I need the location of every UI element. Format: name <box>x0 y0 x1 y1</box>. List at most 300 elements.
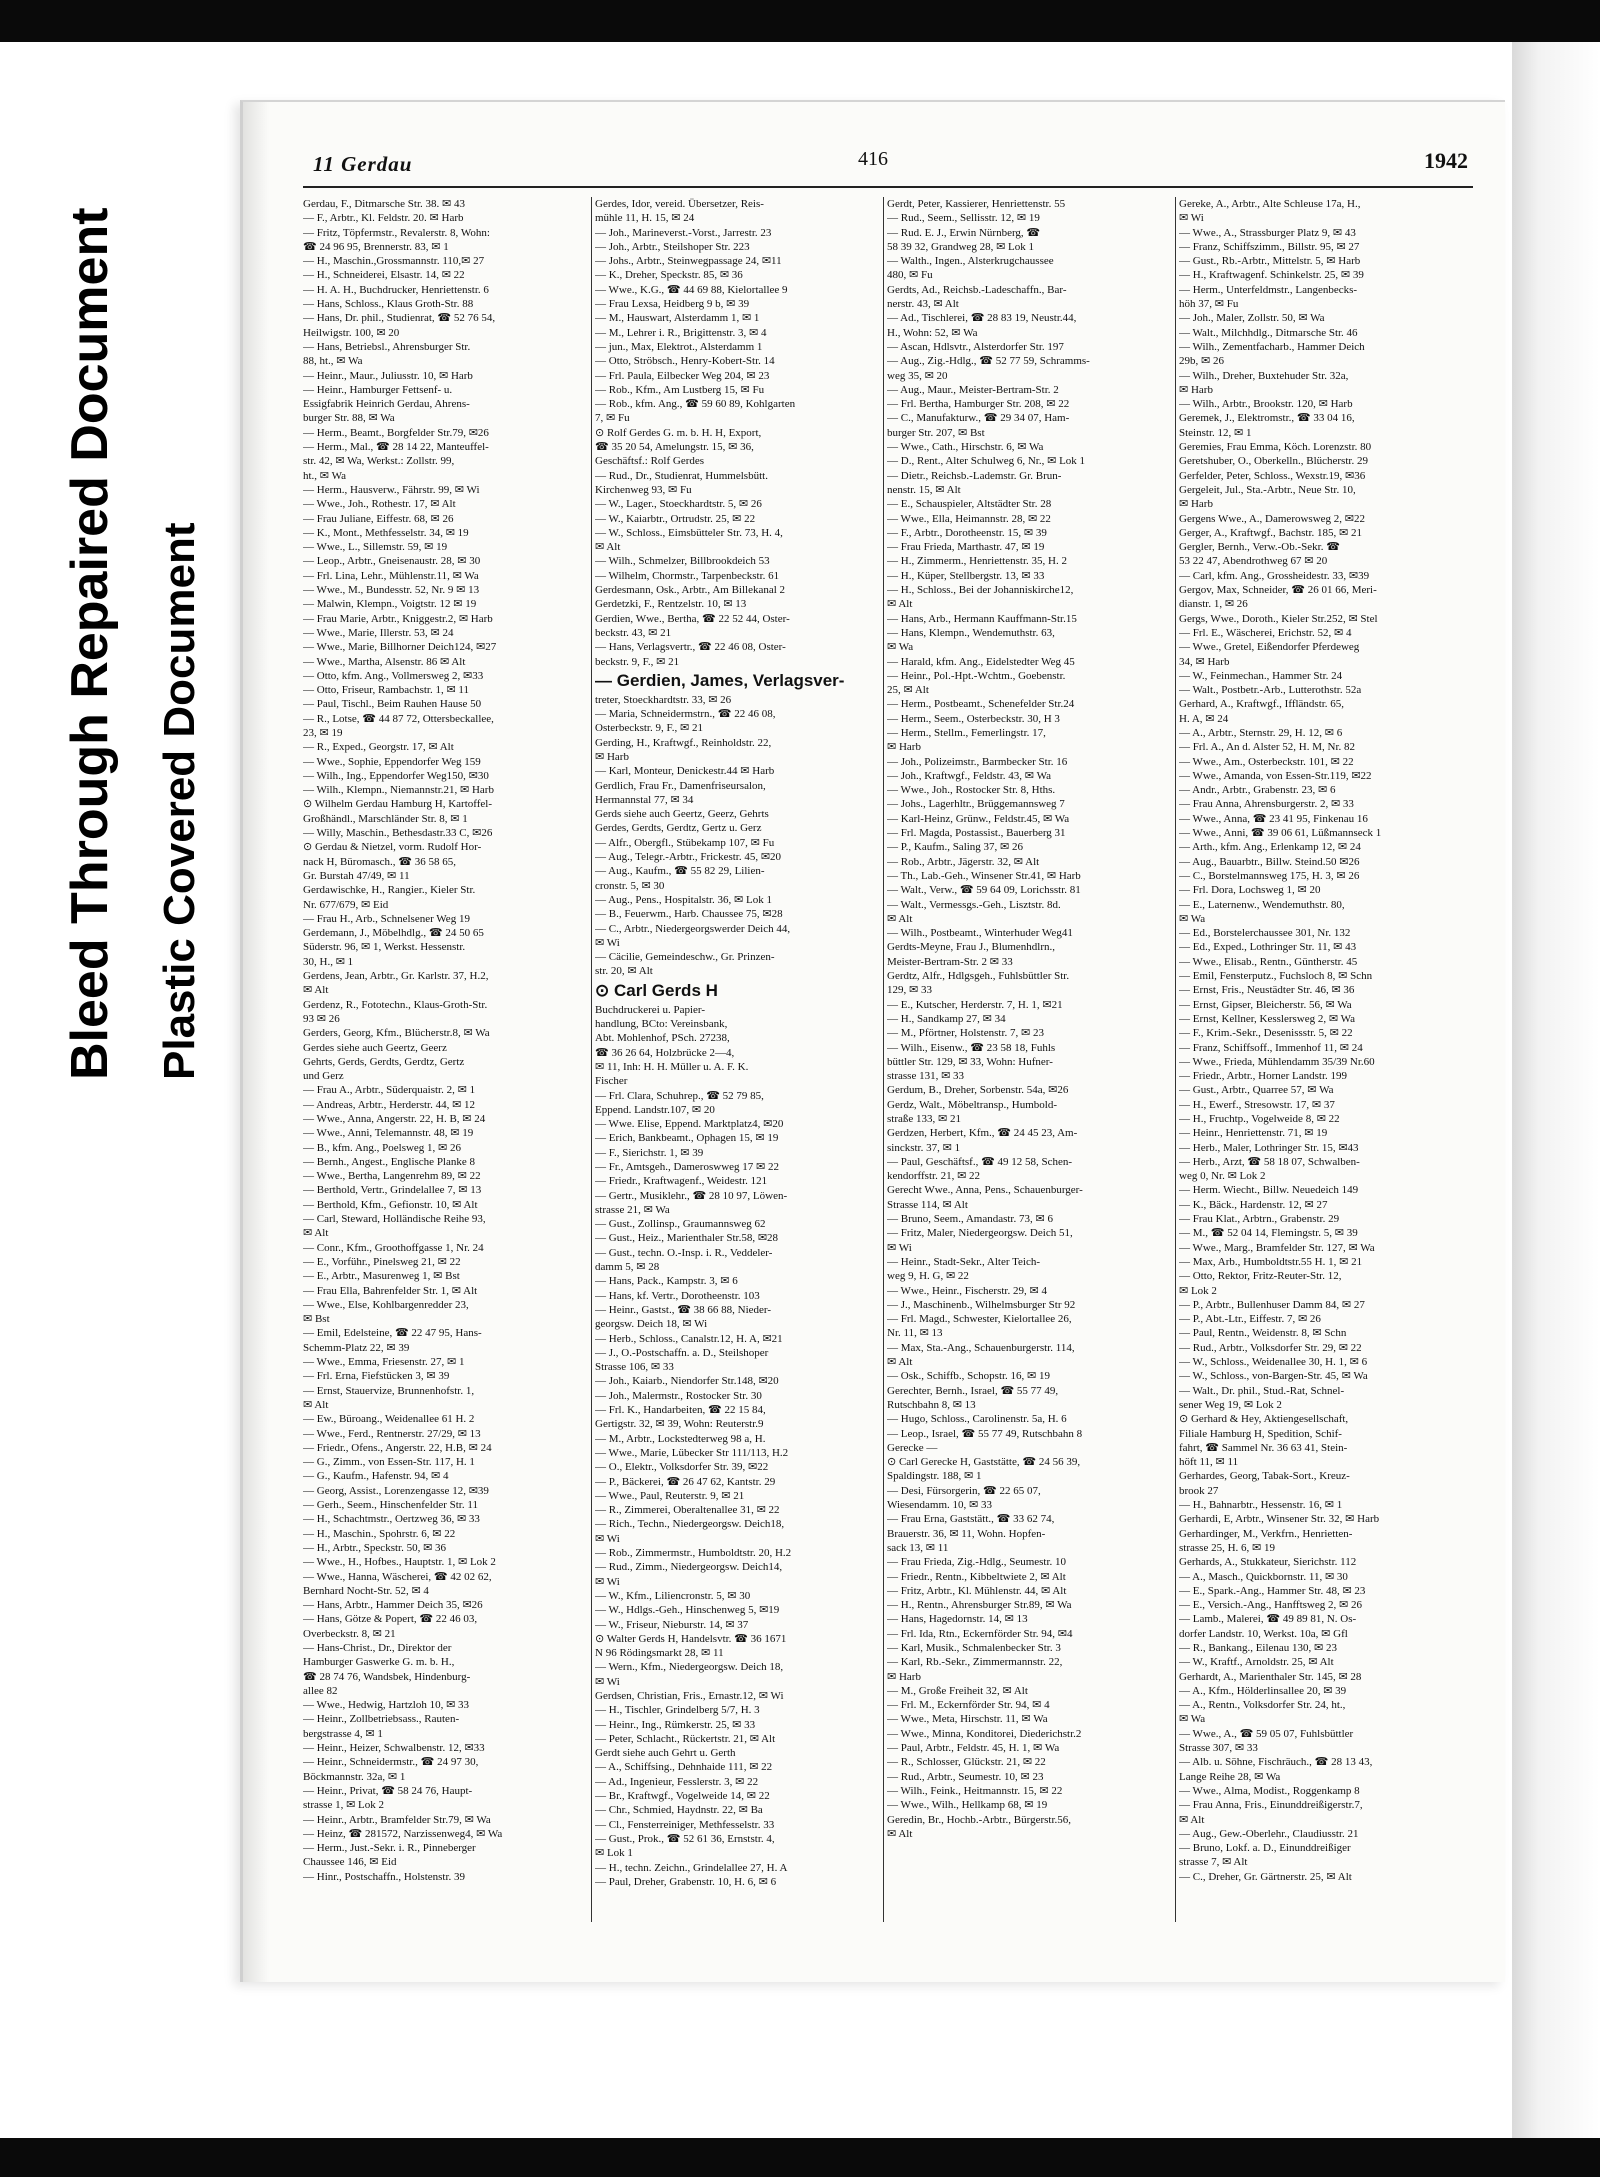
directory-entry: — Wwe., Martha, Alsenstr. 86 ✉ Alt <box>303 655 466 668</box>
directory-entry: — Frl. E., Wäscherei, Erichstr. 52, ✉ 4 <box>1179 626 1352 639</box>
directory-entry: Fischer <box>595 1075 628 1088</box>
directory-entry: — Walt., Vermessgs.-Geh., Lisztstr. 8d. <box>887 898 1061 911</box>
directory-entry: — Hinr., Postschaffn., Holstenstr. 39 <box>303 1870 466 1883</box>
directory-entry: — Otto, Rektor, Fritz-Reuter-Str. 12, <box>1179 1270 1342 1283</box>
directory-entry: 30, H., ✉ 1 <box>303 955 354 968</box>
directory-entry: — Wern., Kfm., Niedergeorgsw. Deich 18, <box>595 1661 784 1674</box>
directory-entry: Hamburger Gaswerke G. m. b. H., <box>303 1656 455 1669</box>
directory-entry: — Fritz, Töpfermstr., Revalerstr. 8, Wohn: <box>303 226 490 239</box>
directory-entry: ✉ Wi <box>1179 212 1204 225</box>
directory-entry: Gerdemann, J., Möbelhdlg., ☎ 24 50 65 <box>303 927 484 940</box>
directory-entry: — Berthold, Vertr., Grindelallee 7, ✉ 13 <box>303 1184 482 1197</box>
directory-entry: Gereke, A., Arbtr., Alte Schleuse 17a, H., <box>1179 198 1361 210</box>
directory-entry: Gerdau, F., Ditmarsche Str. 38. ✉ 43 <box>303 198 466 210</box>
directory-entry: — Rud., Seem., Sellisstr. 12, ✉ 19 <box>887 212 1040 225</box>
directory-entry: Gehrts, Gerds, Gerdts, Gerdtz, Gertz <box>303 1055 465 1068</box>
directory-entry: — Wwe., Anna, ☎ 23 41 95, Finkenau 16 <box>1179 812 1368 825</box>
directory-entry: Gerechter, Bernh., Israel, ☎ 55 77 49, <box>887 1384 1059 1397</box>
directory-entry: — K., Dreher, Speckstr. 85, ✉ 36 <box>595 269 743 282</box>
directory-entry: — Willy, Maschin., Bethesdastr.33 C, ✉26 <box>303 827 493 840</box>
directory-entry: Süderstr. 96, ✉ 1, Werkst. Hessenstr. <box>303 941 466 954</box>
directory-entry: — Herm., Mal., ☎ 28 14 22, Manteuffel- <box>303 441 489 454</box>
directory-entry: Gerdzen, Herbert, Kfm., ☎ 24 45 23, Am- <box>887 1127 1078 1140</box>
directory-entry: — Gust., Zollinsp., Graumannsweg 62 <box>595 1218 766 1231</box>
directory-entry: — Aug., Kaufm., ☎ 55 82 29, Lilien- <box>595 865 765 878</box>
directory-entry: ⊙ Carl Gerds H <box>595 980 718 1000</box>
directory-entry: — Wwe., Anna, Angerstr. 22, H. B, ✉ 24 <box>303 1113 486 1125</box>
directory-entry: — Gust., Arbtr., Quarree 57, ✉ Wa <box>1179 1084 1334 1097</box>
directory-entry: Gerds siehe auch Geertz, Geerz, Gehrts <box>595 808 769 821</box>
directory-entry: — Ad., Tischlerei, ☎ 28 83 19, Neustr.44, <box>887 312 1077 325</box>
directory-entry: Kirchenweg 93, ✉ Fu <box>595 483 692 496</box>
directory-entry: Overbeckstr. 8, ✉ 21 <box>303 1627 396 1640</box>
page-number: 416 <box>858 148 888 170</box>
directory-entry: — Frl. M., Eckernförder Str. 94, ✉ 4 <box>887 1699 1050 1712</box>
directory-entry: Geretshuber, O., Oberkelln., Blücherstr. 29 <box>1179 455 1368 468</box>
directory-entry: — Wwe., Frieda, Mühlendamm 35/39 Nr.60 <box>1179 1055 1375 1068</box>
directory-entry: Gerdts-Meyne, Frau J., Blumenhdlrn., <box>887 941 1056 954</box>
directory-entry: — Wilh., Postbeamt., Winterhuder Weg41 <box>887 927 1073 940</box>
directory-entry: — Herm., Stellm., Femerlingstr. 17, <box>887 726 1046 739</box>
directory-entry: — Herm., Hausverw., Fährstr. 99, ✉ Wi <box>303 483 480 496</box>
directory-entry: Gerhardes, Georg, Tabak-Sort., Kreuz- <box>1179 1470 1350 1483</box>
directory-entry: — Wwe., Marie, Lübecker Str 111/113, H.2 <box>595 1446 789 1459</box>
directory-entry: — Gertr., Musiklehr., ☎ 28 10 97, Löwen- <box>595 1189 788 1202</box>
directory-entry: — R., Lotse, ☎ 44 87 72, Ottersbeckallee, <box>303 712 494 725</box>
directory-entry: — Herm., Unterfeldmstr., Langenbecks- <box>1179 283 1358 296</box>
directory-entry: — Wwe., Anni, ☎ 39 06 61, Lüßmannseck 1 <box>1179 827 1382 840</box>
directory-entry: — Frau H., Arb., Schnelsener Weg 19 <box>303 912 470 925</box>
directory-entry: ✉ Alt <box>1179 1813 1205 1826</box>
directory-entry: — Osk., Schiffb., Schopstr. 16, ✉ 19 <box>887 1370 1051 1383</box>
directory-entry: — Joh., Marineverst.-Vorst., Jarrestr. 23 <box>595 226 772 239</box>
directory-entry: — Frl. Magd., Schwester, Kielortallee 26, <box>887 1313 1072 1326</box>
directory-entry: brook 27 <box>1179 1484 1219 1497</box>
directory-entry: — Wwe., Marg., Bramfelder Str. 127, ✉ Wa <box>1179 1241 1375 1254</box>
directory-entry: — Johs., Arbtr., Steinwegpassage 24, ✉11 <box>595 255 782 268</box>
directory-entry: — H. A. H., Buchdrucker, Henriettenstr. 6 <box>303 283 489 296</box>
directory-entry: — Paul, Arbtr., Feldstr. 45, H. 1, ✉ Wa <box>887 1742 1060 1755</box>
directory-entry: H., Wohn: 52, ✉ Wa <box>887 326 978 339</box>
directory-entry: — Br., Kraftwgf., Vogelweide 14, ✉ 22 <box>595 1790 770 1803</box>
directory-entry: — Max, Sta.-Ang., Schauenburgerstr. 114, <box>887 1341 1075 1354</box>
directory-entry: — Wilh., Klempn., Niemannstr.21, ✉ Harb <box>303 784 494 797</box>
directory-entry: Filiale Hamburg H, Spedition, Schif- <box>1179 1427 1342 1440</box>
directory-entry: — K., Mont., Methfesselstr. 34, ✉ 19 <box>303 526 469 539</box>
directory-entry: ✉ Alt <box>887 912 913 925</box>
directory-entry: 129, ✉ 33 <box>887 984 932 997</box>
directory-entry: — Frau Marie, Arbtr., Kniggestr.2, ✉ Harb <box>303 612 493 625</box>
directory-entry: — Rud. E. J., Erwin Nürnberg, ☎ <box>887 226 1041 239</box>
directory-entry: — Joh., Kaiarb., Niendorfer Str.148, ✉20 <box>595 1375 779 1388</box>
directory-entry: — Herm. Wiecht., Billw. Neuedeich 149 <box>1179 1184 1359 1197</box>
directory-entry: — Wwe., Ferd., Rentnerstr. 27/29, ✉ 13 <box>303 1427 481 1440</box>
directory-entry: — Frau Lexsa, Heidberg 9 b, ✉ 39 <box>595 298 750 311</box>
header-rule <box>303 186 1473 188</box>
directory-entry: — C., Manufakturw., ☎ 29 34 07, Ham- <box>887 412 1070 425</box>
directory-entry: 29b, ✉ 26 <box>1179 355 1224 368</box>
directory-entry: — H., Ewerf., Stresowstr. 17, ✉ 37 <box>1179 1098 1335 1111</box>
directory-entry: — Walt., Milchhdlg., Ditmarsche Str. 46 <box>1179 326 1358 339</box>
directory-entry: Gerhardi, E, Arbtr., Winsener Str. 32, ✉ Harb <box>1179 1513 1380 1526</box>
directory-entry: Gerdens, Jean, Arbtr., Gr. Karlstr. 37, H.2, <box>303 970 489 983</box>
directory-entry: ✉ Harb <box>1179 498 1213 511</box>
directory-entry: Brauerstr. 36, ✉ 11, Wohn. Hopfen- <box>887 1527 1046 1540</box>
directory-entry: — Wilh., Feink., Heitmannstr. 15, ✉ 22 <box>887 1784 1063 1797</box>
directory-entry: handlung, BCto: Vereinsbank, <box>595 1018 728 1031</box>
directory-entry: — Frau Erna, Gaststätt., ☎ 33 62 74, <box>887 1513 1055 1526</box>
directory-entry: — Heinr., Schneidermstr., ☎ 24 97 30, <box>303 1756 479 1769</box>
directory-entry: — Ernst, Stauervize, Brunnenhofstr. 1, <box>303 1384 475 1397</box>
directory-entry: — Malwin, Klempn., Voigtstr. 12 ✉ 19 <box>303 598 477 611</box>
directory-entry: Gerdawischke, H., Rangier., Kieler Str. <box>303 884 476 897</box>
directory-entry: — Hans, Hagedornstr. 14, ✉ 13 <box>887 1613 1028 1626</box>
directory-entry: — Wwe., Meta, Hirschstr. 11, ✉ Wa <box>887 1713 1048 1726</box>
directory-entry: — W., Schloss., von-Bargen-Str. 45, ✉ Wa <box>1179 1370 1368 1383</box>
directory-entry: — Carl, kfm. Ang., Grossheidestr. 33, ✉39 <box>1179 569 1370 582</box>
directory-entry: ht., ✉ Wa <box>303 469 346 482</box>
directory-entry: — Ascan, Hdlsvtr., Alsterdorfer Str. 197 <box>887 340 1064 353</box>
directory-entry: — Paul, Tischl., Beim Rauhen Hause 50 <box>303 698 482 711</box>
directory-entry: — Wwe., Anni, Telemannstr. 48, ✉ 19 <box>303 1127 474 1140</box>
directory-entry: — Wwe., Joh., Rothestr. 17, ✉ Alt <box>303 498 456 511</box>
directory-entry: strasse 25, H. 6, ✉ 19 <box>1179 1541 1275 1554</box>
directory-entry: — Arth., kfm. Ang., Erlenkamp 12, ✉ 24 <box>1179 841 1361 854</box>
directory-entry: Nr. 677/679, ✉ Eid <box>303 898 389 911</box>
directory-entry: — Joh., Malermstr., Rostocker Str. 30 <box>595 1389 762 1402</box>
directory-entry: Gr. Burstah 47/49, ✉ 11 <box>303 869 410 882</box>
directory-entry: — Aug., Pens., Hospitalstr. 36, ✉ Lok 1 <box>595 893 772 906</box>
directory-entry: — H., Maschin.,Grossmannstr. 110,✉ 27 <box>303 255 485 268</box>
directory-entry: Spaldingstr. 188, ✉ 1 <box>887 1470 982 1483</box>
directory-entry: — Rob., kfm. Ang., ☎ 59 60 89, Kohlgarten <box>595 398 796 411</box>
directory-entry: — B., kfm. Ang., Poelsweg 1, ✉ 26 <box>303 1141 462 1154</box>
directory-entry: ✉ Alt <box>887 1356 913 1369</box>
directory-entry: Gerdum, B., Dreher, Sorbenstr. 54a, ✉26 <box>887 1084 1069 1097</box>
directory-entry: weg 9, H. G, ✉ 22 <box>887 1270 969 1283</box>
directory-entry: 25, ✉ Alt <box>887 684 929 697</box>
directory-entry: — Emil, Fensterputz., Fuchsloch 8, ✉ Schn <box>1179 970 1373 983</box>
directory-entry: Gergler, Bernh., Verw.-Ob.-Sekr. ☎ <box>1179 541 1340 554</box>
directory-entry: — M., Hauswart, Alsterdamm 1, ✉ 1 <box>595 312 760 325</box>
directory-entry: — Andreas, Arbtr., Herderstr. 44, ✉ 12 <box>303 1098 476 1111</box>
directory-entry: damm 5, ✉ 28 <box>595 1261 660 1274</box>
directory-entry: — Aug., Bauarbtr., Billw. Steind.50 ✉26 <box>1179 855 1360 868</box>
directory-entry: Gerdtz, Alfr., Hdlgsgeh., Fuhlsbüttler Str. <box>887 970 1070 983</box>
directory-entry: — Ernst, Kellner, Kesslersweg 2, ✉ Wa <box>1179 1012 1356 1025</box>
directory-entry: — Friedr., Rentn., Kibbeltwiete 2, ✉ Alt <box>887 1570 1066 1583</box>
directory-entry: H. A, ✉ 24 <box>1179 712 1229 725</box>
directory-entry: — Wwe., Minna, Konditorei, Diederichstr.2 <box>887 1727 1082 1740</box>
directory-entry: — Franz, Schiffszimm., Billstr. 95, ✉ 27 <box>1179 240 1360 253</box>
directory-entry: — Dietr., Reichsb.-Lademstr. Gr. Brun- <box>887 469 1062 482</box>
page-header <box>273 144 1478 180</box>
directory-entry: sinckstr. 37, ✉ 1 <box>887 1141 961 1154</box>
directory-entry: ✉ Wi <box>595 936 620 949</box>
directory-entry: — Berthold, Kfm., Gefionstr. 10, ✉ Alt <box>303 1198 478 1211</box>
directory-entry: — J., Maschinenb., Wilhelmsburger Str 92 <box>887 1298 1076 1311</box>
directory-entry: Gergs, Wwe., Doroth., Kieler Str.252, ✉ Stel <box>1179 612 1378 625</box>
directory-entry: — Carl, Steward, Holländische Reihe 93, <box>303 1213 486 1226</box>
directory-entry: — D., Rent., Alter Schulweg 6, Nr., ✉ Lok 1 <box>887 455 1086 468</box>
directory-entry: 53 22 47, Abendrothweg 67 ✉ 20 <box>1179 555 1328 568</box>
directory-entry: — Wwe., Heinr., Fischerstr. 29, ✉ 4 <box>887 1284 1047 1297</box>
directory-entry: — Emil, Edelsteine, ☎ 22 47 95, Hans- <box>303 1327 482 1340</box>
directory-entry: — E., Laternenw., Wendemuthstr. 80, <box>1179 898 1345 911</box>
directory-entry: — A., Masch., Quickbornstr. 11, ✉ 30 <box>1179 1570 1348 1583</box>
directory-entry: — Wilh., Schmelzer, Billbrookdeich 53 <box>595 555 770 568</box>
directory-entry: — Friedr., Ofens., Angerstr. 22, H.B, ✉ 24 <box>303 1441 492 1454</box>
directory-entry: — Fritz, Arbtr., Kl. Mühlenstr. 44, ✉ Alt <box>887 1584 1067 1597</box>
directory-entry: — Frau Anna, Fris., Einunddreißigerstr.7, <box>1179 1799 1363 1812</box>
directory-entry: str. 42, ✉ Wa, Werkst.: Zollstr. 99, <box>303 455 455 468</box>
directory-entry: — H., techn. Zeichn., Grindelallee 27, H. A <box>595 1861 788 1874</box>
directory-entry: — Karl, Musik., Schmalenbecker Str. 3 <box>887 1641 1061 1654</box>
directory-entry: allee 82 <box>303 1684 338 1697</box>
directory-entry: Gerding, H., Kraftwgf., Reinholdstr. 22, <box>595 736 772 749</box>
directory-entry: — F., Arbtr., Dorotheenstr. 15, ✉ 39 <box>887 526 1047 539</box>
directory-entry: — Heinr., Pol.-Hpt.-Wchtm., Goebenstr. <box>887 669 1066 682</box>
directory-entry: sack 13, ✉ 11 <box>887 1541 949 1554</box>
directory-entry: — Ernst, Fris., Neustädter Str. 46, ✉ 36 <box>1179 984 1355 997</box>
directory-entry: — F., Krim.-Sekr., Desenissstr. 5, ✉ 22 <box>1179 1027 1353 1040</box>
directory-entry: Eppend. Landstr.107, ✉ 20 <box>595 1103 715 1116</box>
directory-entry: — C., Dreher, Gr. Gärtnerstr. 25, ✉ Alt <box>1179 1870 1352 1883</box>
directory-entry: — H., Arbtr., Speckstr. 50, ✉ 36 <box>303 1541 447 1554</box>
directory-entry: ⊙ Walter Gerds H, Handelsvtr. ☎ 36 1671 <box>595 1632 787 1645</box>
directory-entry: — Rich., Techn., Niedergeorgsw. Deich18, <box>595 1518 785 1531</box>
directory-entry: — Bernh., Angest., Englische Planke 8 <box>303 1155 476 1168</box>
directory-entry: ⊙ Gerhard & Hey, Aktiengesellschaft, <box>1179 1413 1349 1426</box>
directory-entry: 480, ✉ Fu <box>887 269 933 282</box>
directory-entry: — Johs., Lagerhltr., Brüggemannsweg 7 <box>887 798 1065 811</box>
directory-entry: Gerecke — <box>887 1441 938 1454</box>
directory-entry: — E., Arbtr., Masurenweg 1, ✉ Bst <box>303 1270 460 1283</box>
directory-entry: Strasse 106, ✉ 33 <box>595 1361 674 1374</box>
scan-bottom-border <box>0 2138 1600 2177</box>
directory-entry: Abt. Mohlenhof, PSch. 27238, <box>595 1032 730 1045</box>
directory-entry: — Alfr., Obergfl., Stübekamp 107, ✉ Fu <box>595 836 775 849</box>
directory-column-3 <box>887 197 1173 1922</box>
directory-entry: — M., Pförtner, Holstenstr. 7, ✉ 23 <box>887 1027 1044 1040</box>
directory-entry: — J., O.-Postschaffn. a. D., Steilshoper <box>595 1346 769 1359</box>
directory-entry: strasse 1, ✉ Lok 2 <box>303 1799 385 1812</box>
directory-entry: — Rud., Dr., Studienrat, Hummelsbütt. <box>595 469 768 482</box>
book-page-edge <box>1512 42 1600 2138</box>
directory-entry: — H., Bahnarbtr., Hessenstr. 16, ✉ 1 <box>1179 1499 1343 1512</box>
directory-entry: nack H, Büromasch., ☎ 36 58 65, <box>303 855 457 868</box>
directory-entry: büttler Str. 129, ✉ 33, Wohn: Hufner- <box>887 1055 1053 1068</box>
directory-entry: bergstrasse 4, ✉ 1 <box>303 1727 383 1740</box>
directory-entry: — W., Kfm., Liliencronstr. 5, ✉ 30 <box>595 1589 751 1602</box>
column-divider <box>1175 197 1176 1922</box>
directory-entry: — Wilh., Zementfacharb., Hammer Deich <box>1179 340 1365 353</box>
directory-entry: — Wwe., Gretel, Eißendorfer Pferdeweg <box>1179 641 1360 654</box>
directory-entry: — M., Arbtr., Lockstedterweg 98 a, H. <box>595 1432 766 1445</box>
directory-entry: — Franz, Schiffsoff., Immenhof 11, ✉ 24 <box>1179 1041 1363 1054</box>
directory-entry: sener Weg 19, ✉ Lok 2 <box>1179 1398 1282 1411</box>
directory-entry: Strasse 307, ✉ 33 <box>1179 1742 1258 1755</box>
directory-entry: — Heinr., Henriettenstr. 71, ✉ 19 <box>1179 1127 1328 1140</box>
directory-entry: — H., Schneiderei, Elsastr. 14, ✉ 22 <box>303 269 465 282</box>
directory-entry: — Herb., Maler, Lothringer Str. 15, ✉43 <box>1179 1141 1359 1154</box>
directory-entry: — Herb., Schloss., Canalstr.12, H. A, ✉21 <box>595 1332 783 1345</box>
directory-entry: ✉ Alt <box>303 984 329 997</box>
directory-entry: Gerdt siehe auch Gehrt u. Gerth <box>595 1747 736 1760</box>
directory-entry: ✉ Harb <box>595 750 629 763</box>
directory-entry: Gerdz, Walt., Möbeltransp., Humbold- <box>887 1098 1057 1111</box>
directory-entry: — H., Zimmerm., Henriettenstr. 35, H. 2 <box>887 555 1067 568</box>
directory-entry: cronstr. 5, ✉ 30 <box>595 879 665 892</box>
directory-entry: ✉ Wa <box>1179 1713 1206 1726</box>
directory-entry: — Wwe., A., ☎ 59 05 07, Fuhlsbüttler <box>1179 1727 1354 1740</box>
directory-entry: — Fritz, Maler, Niedergeorgsw. Deich 51, <box>887 1227 1073 1240</box>
directory-entry: — Conr., Kfm., Groothoffgasse 1, Nr. 24 <box>303 1241 484 1254</box>
directory-entry: ✉ Alt <box>595 541 621 554</box>
directory-entry: — Wwe. Elise, Eppend. Marktplatz4, ✉20 <box>595 1118 784 1131</box>
directory-entry: — Wwe., Ella, Heimannstr. 28, ✉ 22 <box>887 512 1051 525</box>
directory-entry: — M., Lehrer i. R., Brigittenstr. 3, ✉ 4 <box>595 326 767 339</box>
directory-entry: — Heinz, ☎ 281572, Narzissenweg4, ✉ Wa <box>303 1827 503 1840</box>
directory-entry: ✉ Harb <box>887 741 921 754</box>
directory-entry: — Desi, Fürsorgerin, ☎ 22 65 07, <box>887 1484 1041 1497</box>
directory-entry: — Frau Frieda, Zig.-Hdlg., Seumestr. 10 <box>887 1556 1067 1569</box>
directory-entry: — R., Bankang., Eilenau 130, ✉ 23 <box>1179 1641 1338 1654</box>
directory-entry: — H., Tischler, Grindelberg 5/7, H. 3 <box>595 1704 760 1717</box>
directory-entry: — Otto, Friseur, Rambachstr. 1, ✉ 11 <box>303 684 470 697</box>
directory-entry: — Hans, Arb., Hermann Kauffmann-Str.15 <box>887 612 1077 625</box>
directory-entry: — E., Versich.-Ang., Hanfftsweg 2, ✉ 26 <box>1179 1599 1362 1612</box>
directory-entry: ✉ Bst <box>303 1313 330 1326</box>
directory-entry: — Frau Frieda, Marthastr. 47, ✉ 19 <box>887 541 1045 554</box>
directory-entry: — Hans, kf. Vertr., Dorotheenstr. 103 <box>595 1289 760 1302</box>
directory-entry: Gerdenz, R., Fototechn., Klaus-Groth-Str. <box>303 998 488 1011</box>
directory-entry: — Gust., techn. O.-Insp. i. R., Veddeler- <box>595 1246 773 1259</box>
directory-entry: — E., Kutscher, Herderstr. 7, H. 1, ✉21 <box>887 998 1063 1011</box>
directory-entry: — E., Vorführ., Pinelsweg 21, ✉ 22 <box>303 1255 461 1268</box>
directory-entry: ⊙ Carl Gerecke H, Gaststätte, ☎ 24 56 39, <box>887 1456 1081 1469</box>
directory-entry: — Walt., Postbetr.-Arb., Lutterothstr. 52a <box>1179 684 1362 697</box>
directory-entry: Meister-Bertram-Str. 2 ✉ 33 <box>887 955 1013 968</box>
directory-entry: — Walt., Dr. phil., Stud.-Rat, Schnel- <box>1179 1384 1345 1397</box>
directory-entry: — Karl-Heinz, Grünw., Feldstr.45, ✉ Wa <box>887 812 1070 825</box>
directory-entry: — Harald, kfm. Ang., Eidelstedter Weg 45 <box>887 655 1075 668</box>
directory-entry: mühle 11, H. 15, ✉ 24 <box>595 212 695 225</box>
directory-entry: Gerders, Georg, Kfm., Blücherstr.8, ✉ Wa <box>303 1027 490 1040</box>
directory-entry: — Cl., Fensterreiniger, Methfesselstr. 33 <box>595 1818 775 1831</box>
directory-entry: strasse 21, ✉ Wa <box>595 1203 670 1216</box>
directory-entry: — Frl. Ida, Rtn., Eckernförder Str. 94, ✉4 <box>887 1627 1073 1640</box>
directory-entry: Gerhard, A., Kraftwgf., Iffländstr. 65, <box>1179 698 1345 711</box>
directory-entry: — Frl. Magda, Postassist., Bauerberg 31 <box>887 827 1066 840</box>
directory-entry: — Frau Juliane, Eiffestr. 68, ✉ 26 <box>303 512 454 525</box>
directory-entry: Gerdlich, Frau Fr., Damenfriseursalon, <box>595 779 766 792</box>
directory-entry: — Wwe., Marie, Billhorner Deich124, ✉27 <box>303 641 497 654</box>
directory-column-1 <box>303 197 589 1922</box>
directory-entry: — Wilh., Ing., Eppendorfer Weg150, ✉30 <box>303 769 489 782</box>
directory-entry: — W., Kraftf., Arnoldstr. 25, ✉ Alt <box>1179 1656 1334 1669</box>
directory-entry: Gertigstr. 32, ✉ 39, Wohn: Reuterstr.9 <box>595 1418 764 1431</box>
directory-entry: — Lamb., Malerei, ☎ 49 89 81, N. Os- <box>1179 1613 1357 1626</box>
directory-entry: — Hans, Schloss., Klaus Groth-Str. 88 <box>303 298 474 311</box>
directory-entry: — Otto, kfm. Ang., Vollmersweg 2, ✉33 <box>303 669 484 682</box>
directory-entry: ☎ 35 20 54, Amelungstr. 15, ✉ 36, <box>595 441 754 454</box>
directory-entry: Hermannstal 77, ✉ 34 <box>595 793 694 806</box>
directory-entry: burger Str. 88, ✉ Wa <box>303 412 395 425</box>
directory-entry: — Frau A., Arbtr., Süderquaistr. 2, ✉ 1 <box>303 1084 476 1097</box>
directory-entry: — jun., Max, Elektrot., Alsterdamm 1 <box>595 340 763 353</box>
directory-entry: ☎ 36 26 64, Holzbrücke 2—4, <box>595 1046 735 1059</box>
directory-entry: — Paul, Rentn., Weidenstr. 8, ✉ Schn <box>1179 1327 1347 1340</box>
directory-entry: — Rud., Arbtr., Seumestr. 10, ✉ 23 <box>887 1770 1044 1783</box>
directory-entry: — Otto, Ströbsch., Henry-Kobert-Str. 14 <box>595 355 775 368</box>
directory-entry: ☎ 24 96 95, Brennerstr. 83, ✉ 1 <box>303 240 449 253</box>
directory-entry: beckstr. 43, ✉ 21 <box>595 626 672 639</box>
stamp-line-plastic-covered: Plastic Covered Document <box>155 522 204 1080</box>
directory-entry: — Ew., Büroang., Weidenallee 61 H. 2 <box>303 1413 475 1426</box>
directory-entry: — A., Arbtr., Sternstr. 29, H. 12, ✉ 6 <box>1179 726 1343 739</box>
directory-entry: beckstr. 9, F., ✉ 21 <box>595 655 680 668</box>
directory-entry: Gerfelder, Peter, Schloss., Wexstr.19, ✉36 <box>1179 469 1366 482</box>
directory-entry: — Fr., Amtsgeh., Dameroswweg 17 ✉ 22 <box>595 1161 779 1173</box>
directory-entry: — Rud., Zimm., Niedergeorgsw. Deich14, <box>595 1561 783 1574</box>
directory-entry: — W., Schloss., Weidenallee 30, H. 1, ✉ 6 <box>1179 1356 1368 1369</box>
directory-entry: ✉ Alt <box>303 1398 329 1411</box>
directory-entry: — Hans-Christ., Dr., Direktor der <box>303 1641 452 1654</box>
directory-entry: — Friedr., Arbtr., Horner Landstr. 199 <box>1179 1070 1348 1083</box>
directory-entry: — Herm., Seem., Osterbeckstr. 30, H 3 <box>887 712 1060 725</box>
directory-entry: Gerdt, Peter, Kassierer, Henriettenstr. 55 <box>887 198 1066 210</box>
directory-entry: — P., Bäckerei, ☎ 26 47 62, Kantstr. 29 <box>595 1475 776 1488</box>
edition-year: 1942 <box>1424 148 1468 173</box>
column-divider <box>883 197 884 1922</box>
directory-entry: — H., Sandkamp 27, ✉ 34 <box>887 1012 1006 1025</box>
directory-entry: Geremek, J., Elektromstr., ☎ 33 04 16, <box>1179 412 1355 425</box>
directory-entry: — Heinr., Gastst., ☎ 38 66 88, Nieder- <box>595 1303 772 1316</box>
directory-entry: — K., Bäck., Hardenstr. 12, ✉ 27 <box>1179 1198 1328 1211</box>
directory-entry: — Wwe., Elisab., Rentn., Güntherstr. 45 <box>1179 955 1358 968</box>
directory-entry: — Ed., Exped., Lothringer Str. 11, ✉ 43 <box>1179 941 1357 954</box>
directory-entry: Chaussee 146, ✉ Eid <box>303 1856 397 1869</box>
column-divider <box>591 197 592 1922</box>
directory-entry: — Wilh., Eisenw., ☎ 23 58 18, Fuhls <box>887 1041 1056 1054</box>
directory-entry: — Rob., Kfm., Am Lustberg 15, ✉ Fu <box>595 383 765 396</box>
directory-entry: N 96 Rödingsmarkt 28, ✉ 11 <box>595 1647 724 1660</box>
directory-entry: — Alb. u. Söhne, Fischräuch., ☎ 28 13 43, <box>1179 1756 1373 1769</box>
directory-entry: — Frl. Clara, Schuhrep., ☎ 52 79 85, <box>595 1089 764 1102</box>
directory-entry: — Frl. Lina, Lehr., Mühlenstr.11, ✉ Wa <box>303 569 479 582</box>
directory-entry: — Herb., Arzt, ☎ 58 18 07, Schwalben- <box>1179 1155 1360 1168</box>
directory-entry: — Heinr., Heizer, Schwalbenstr. 12, ✉33 <box>303 1742 485 1755</box>
directory-entry: ✉ Alt <box>887 1827 913 1840</box>
directory-entry: — Andr., Arbtr., Grabenstr. 23, ✉ 6 <box>1179 784 1336 797</box>
directory-entry: — Wwe., Bertha, Langenrehm 89, ✉ 22 <box>303 1170 481 1183</box>
directory-column-4 <box>1179 197 1465 1922</box>
directory-entry: — H., Küper, Stellbergstr. 13, ✉ 33 <box>887 569 1045 582</box>
directory-entry: — Frau Anna, Ahrensburgerstr. 2, ✉ 33 <box>1179 798 1354 811</box>
directory-entry: — Friedr., Kraftwagenf., Weidestr. 121 <box>595 1175 768 1188</box>
directory-entry: — Wwe., Am., Osterbeckstr. 101, ✉ 22 <box>1179 755 1354 768</box>
directory-entry: — Aug., Gew.-Oberlehr., Claudiusstr. 21 <box>1179 1827 1359 1840</box>
directory-entry: Buchdruckerei u. Papier- <box>595 1003 706 1016</box>
directory-entry: — Hans, Verlagsvertr., ☎ 22 46 08, Oster- <box>595 641 786 654</box>
directory-entry: Gerdes siehe auch Geertz, Geerz <box>303 1041 447 1054</box>
directory-entry: — H., Maschin., Spohrstr. 6, ✉ 22 <box>303 1527 456 1540</box>
directory-entry: ✉ Alt <box>303 1227 329 1240</box>
archive-stamp <box>60 200 230 1120</box>
directory-entry: — Ernst, Gipser, Bleicherstr. 56, ✉ Wa <box>1179 998 1352 1011</box>
directory-entry: — Wwe., Alma, Modist., Roggenkamp 8 <box>1179 1784 1360 1797</box>
